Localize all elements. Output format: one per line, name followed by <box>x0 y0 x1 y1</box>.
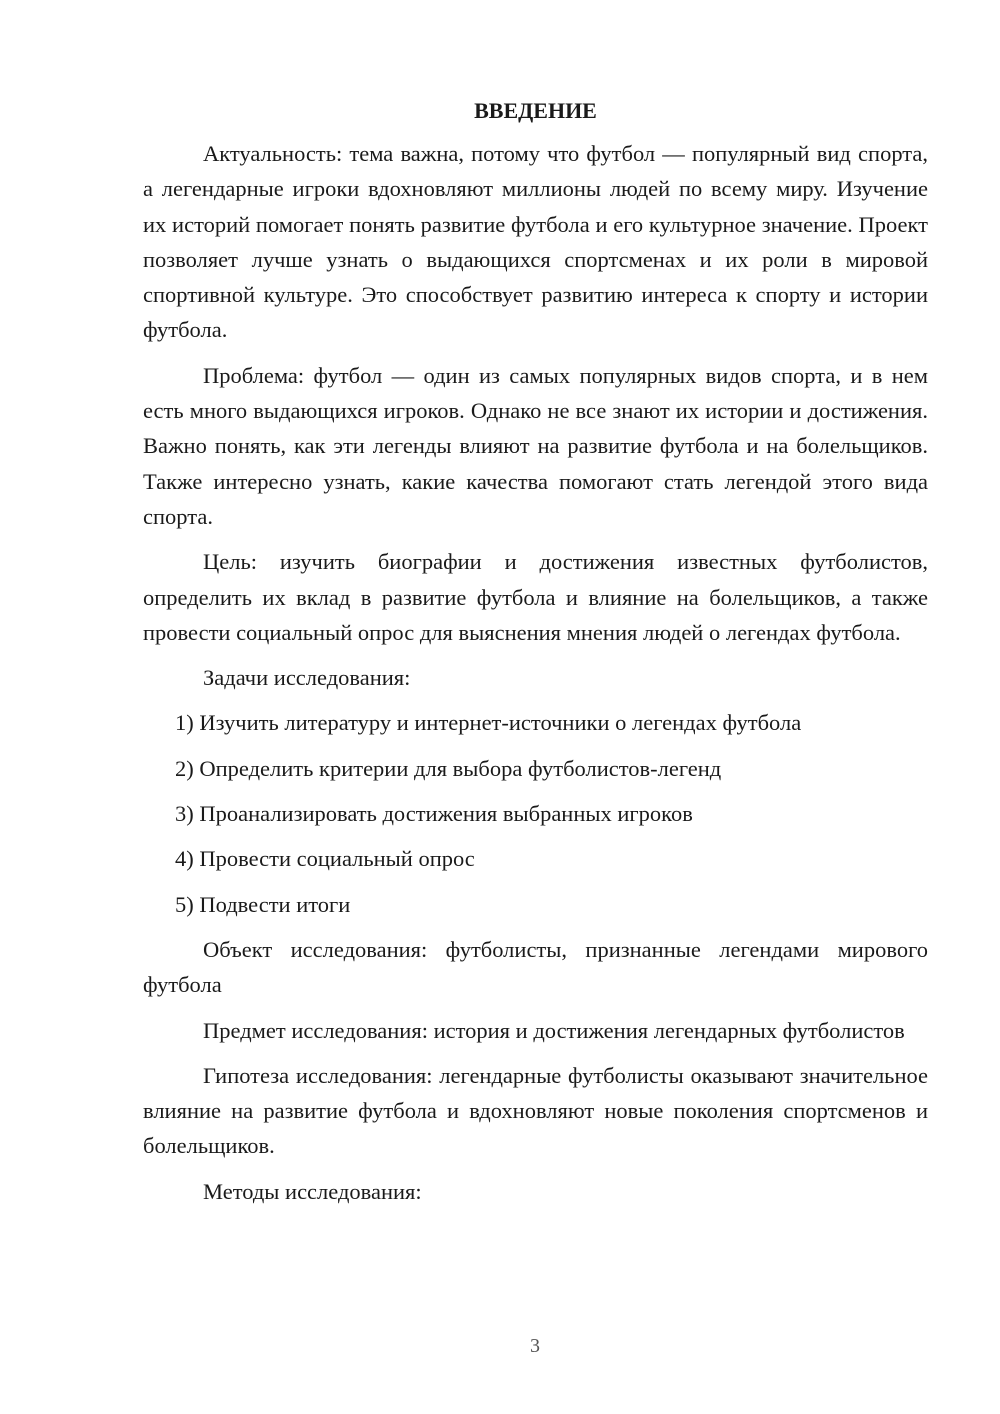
tasks-list <box>143 705 928 921</box>
task-item-2: 2) Определить критерии для выбора футболистов-легенд <box>175 755 722 781</box>
document-page <box>143 96 928 1209</box>
paragraph-subject: Предмет исследования: история и достижения легендарных футболистов <box>203 1017 905 1043</box>
page-number: 3 <box>530 1335 540 1357</box>
paragraph-problem: Проблема: футбол — один из самых популярных видов спорта, и в нем есть много выдающихся игроков. Однако не все знают их истории и достижения. Важно понять, как эти легенды влияют на развитие футбола и на болельщиков. Также интересно узнать, какие качества помогают стать легендой этого вида спорта. <box>143 362 928 529</box>
task-item-3: 3) Проанализировать достижения выбранных игроков <box>175 801 693 827</box>
paragraph-relevance: Актуальность: тема важна, потому что футбол — популярный вид спорта, а легендарные игроки вдохновляют миллионы людей по всему миру. Изучение их историй помогает понять развитие футбола и его культурное значение. Проект позволяет лучше узнать о выдающихся спортсменах и их роли в мировой спортивной культуре. Это способствует развитию интереса к спорту и истории футбола. <box>143 141 928 343</box>
paragraph-object: Объект исследования: футболисты, признанные легендами мирового футбола <box>143 936 928 998</box>
section-heading: ВВЕДЕНИЕ <box>474 98 597 123</box>
paragraph-hypothesis: Гипотеза исследования: легендарные футболисты оказывают значительное влияние на развитие футбола и вдохновляют новые поколения спортсменов и болельщиков. <box>143 1062 928 1159</box>
methods-label: Методы исследования: <box>203 1178 422 1204</box>
task-item-4: 4) Провести социальный опрос <box>175 846 475 872</box>
task-item-5: 5) Подвести итоги <box>175 891 351 917</box>
tasks-label: Задачи исследования: <box>203 665 411 691</box>
task-item-1: 1) Изучить литературу и интернет-источники о легендах футбола <box>175 710 802 736</box>
paragraph-goal: Цель: изучить биографии и достижения известных футболистов, определить их вклад в развитие футбола и влияние на болельщиков, а также провести социальный опрос для выяснения мнения людей о легендах футбола. <box>143 549 928 645</box>
